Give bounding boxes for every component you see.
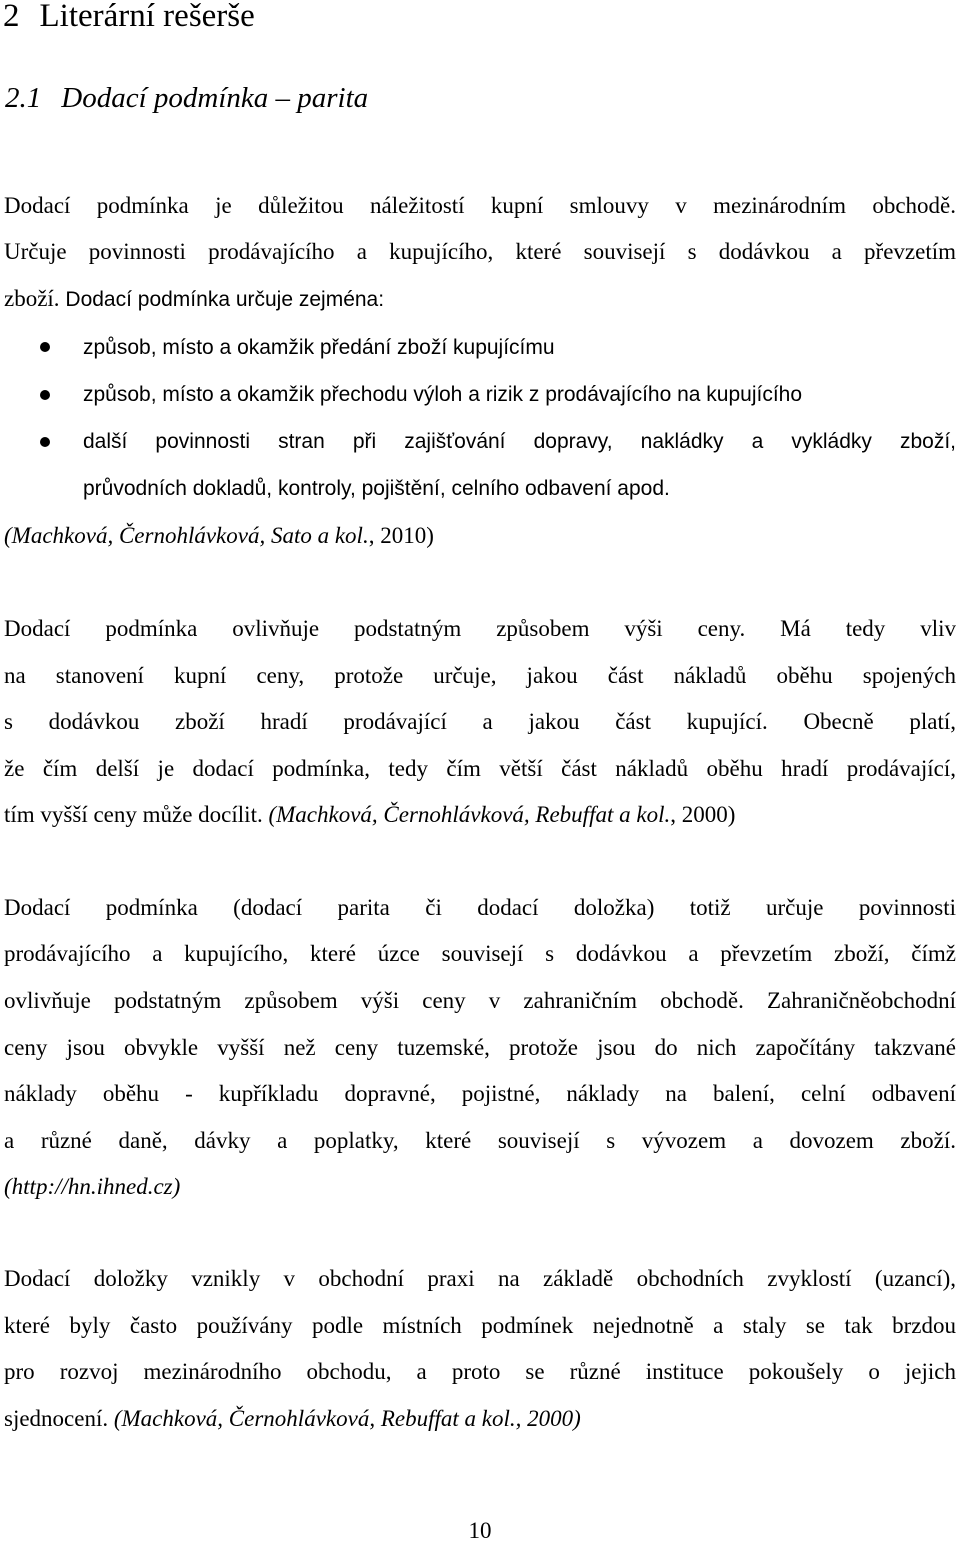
paragraph-2-line-3: s dodávkou zboží hradí prodávající a jakou část kupující. Obecně platí, bbox=[4, 709, 956, 734]
paragraph-3-line-6: a různé daně, dávky a poplatky, které souvisejí s vývozem a dovozem zboží. bbox=[4, 1128, 956, 1153]
paragraph-4-line-4 bbox=[4, 1405, 581, 1433]
paragraph-1-line-3-sans: Dodací podmínka určuje zejména: bbox=[59, 288, 385, 311]
chapter-title: Literární rešerše bbox=[39, 0, 255, 34]
paragraph-2-line-5-text: tím vyšší ceny může docílit. bbox=[4, 802, 269, 827]
bullet-dot-1 bbox=[40, 342, 50, 352]
paragraph-4-line-2: které byly často používány podle místních podmínek nejednotně a staly se tak brzdou bbox=[4, 1313, 956, 1338]
paragraph-3-line-3: ovlivňuje podstatným způsobem výši ceny v zahraničním obchodě. Zahraničněobchodní bbox=[4, 988, 956, 1013]
citation-1 bbox=[4, 522, 434, 550]
paragraph-1-line-1: Dodací podmínka je důležitou náležitostí kupní smlouvy v mezinárodním obchodě. bbox=[4, 193, 956, 218]
chapter-number: 2 bbox=[3, 0, 20, 34]
citation-2-authors: (Machková, Černohlávková, Rebuffat a kol. bbox=[268, 802, 671, 827]
bullet-dot-3 bbox=[40, 437, 50, 447]
paragraph-4-line-3: pro rozvoj mezinárodního obchodu, a proto se různé instituce pokoušely o jejich bbox=[4, 1359, 956, 1384]
citation-2-year: , 2000) bbox=[670, 802, 736, 827]
citation-3: (http://hn.ihned.cz) bbox=[4, 1174, 181, 1199]
paragraph-1-line-3 bbox=[4, 285, 384, 314]
section-heading bbox=[5, 80, 368, 116]
paragraph-4-line-4-text: sjednocení. bbox=[4, 1406, 114, 1431]
paragraph-2-line-1: Dodací podmínka ovlivňuje podstatným způsobem výši ceny. Má tedy vliv bbox=[4, 616, 956, 641]
page-number: 10 bbox=[468, 1518, 492, 1543]
paragraph-2-line-4: že čím delší je dodací podmínka, tedy čím větší část nákladů oběhu hradí prodávající, bbox=[4, 756, 956, 781]
paragraph-2-line-2: na stanovení kupní ceny, protože určuje, jakou část nákladů oběhu spojených bbox=[4, 663, 956, 688]
paragraph-3-line-1: Dodací podmínka (dodací parita či dodací doložka) totiž určuje povinnosti bbox=[4, 895, 956, 920]
bullet-dot-2 bbox=[40, 390, 50, 400]
chapter-heading bbox=[3, 0, 255, 36]
paragraph-1-line-3-serif: zboží. bbox=[4, 286, 60, 311]
citation-4: (Machková, Černohlávková, Rebuffat a kol., 2000) bbox=[113, 1406, 581, 1431]
citation-1-authors: (Machková, Černohlávková, Sato a kol. bbox=[4, 523, 369, 548]
bullet-item-3-line-1: další povinnosti stran při zajišťování dopravy, nakládky a vykládky zboží, bbox=[83, 430, 956, 453]
bullet-item-1: způsob, místo a okamžik předání zboží kupujícímu bbox=[83, 336, 555, 359]
paragraph-2-line-5 bbox=[4, 801, 735, 829]
paragraph-1-line-2: Určuje povinnosti prodávajícího a kupujícího, které souvisejí s dodávkou a převzetím bbox=[4, 239, 956, 264]
paragraph-3-line-4: ceny jsou obvykle vyšší než ceny tuzemské, protože jsou do nich započítány takzvané bbox=[4, 1035, 956, 1060]
bullet-item-3-line-2: průvodních dokladů, kontroly, pojištění, celního odbavení apod. bbox=[83, 477, 670, 500]
citation-1-year: , 2010) bbox=[368, 523, 434, 548]
paragraph-3-line-2: prodávajícího a kupujícího, které úzce souvisejí s dodávkou a převzetím zboží, čímž bbox=[4, 941, 956, 966]
section-number: 2.1 bbox=[5, 82, 42, 114]
paragraph-4-line-1: Dodací doložky vznikly v obchodní praxi na základě obchodních zvyklostí (uzancí), bbox=[4, 1266, 956, 1291]
bullet-item-2: způsob, místo a okamžik přechodu výloh a rizik z prodávajícího na kupujícího bbox=[83, 383, 803, 406]
paragraph-3-line-5: náklady oběhu - kupříkladu dopravné, pojistné, náklady na balení, celní odbavení bbox=[4, 1081, 956, 1106]
section-title: Dodací podmínka – parita bbox=[61, 82, 369, 114]
